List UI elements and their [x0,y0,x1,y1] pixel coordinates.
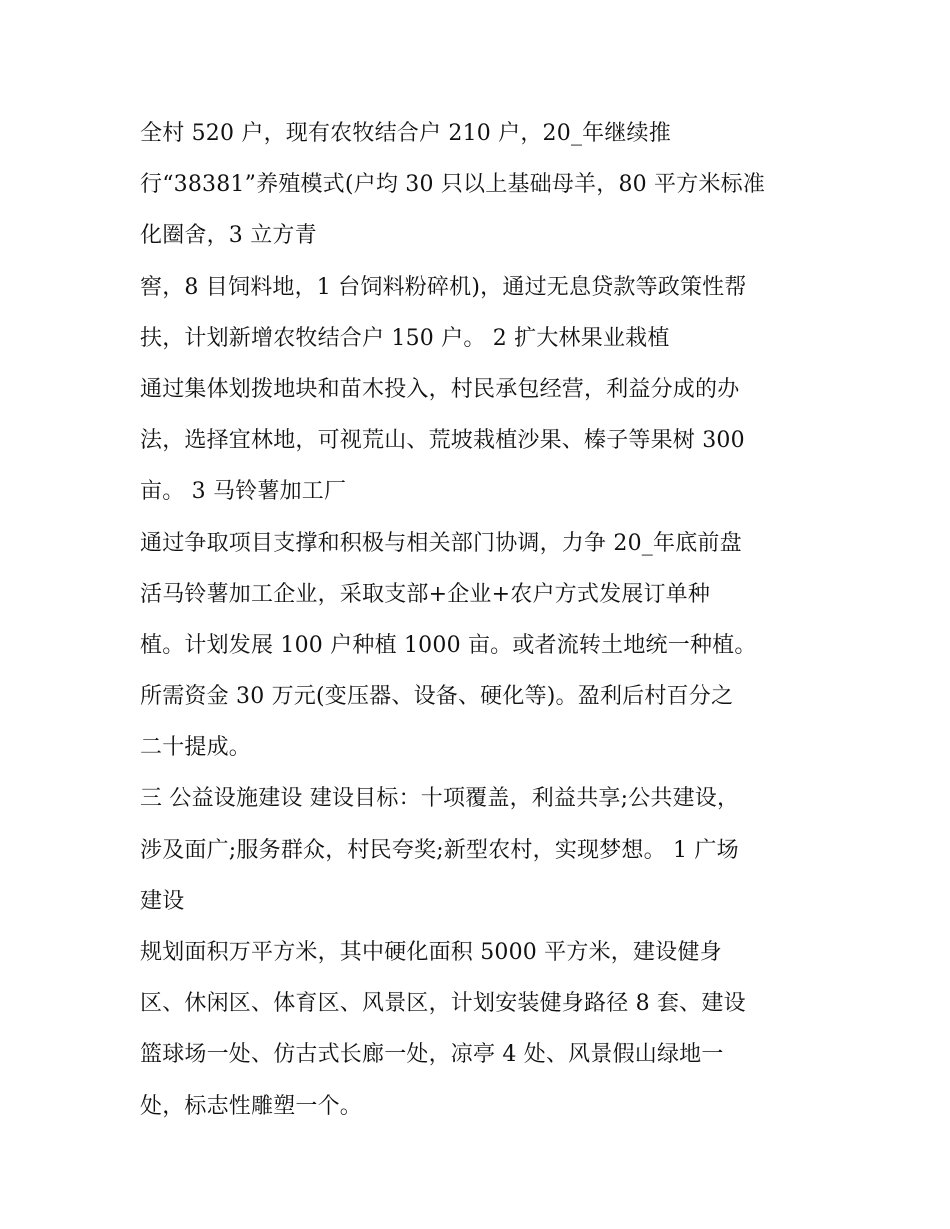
text-line: 法，选择宜林地，可视荒山、荒坡栽植沙果、榛子等果树 300 [140,428,745,454]
document-body [140,108,830,1132]
text-line: 活马铃薯加工企业，采取支部+企业+农户方式发展订单种 [140,581,711,607]
text-line: 全村 520 户，现有农牧结合户 210 户，20_年继续推 [140,121,671,146]
text-line: 行“38381”养殖模式(户均 30 只以上基础母羊，80 平方米标准 [140,172,766,198]
text-line: 涉及面广;服务群众，村民夸奖;新型农村，实现梦想。 1 广场 [140,837,739,863]
text-line: 三 公益设施建设 建设目标：十项覆盖，利益共享;公共建设， [140,786,740,812]
text-line: 篮球场一处、仿古式长廊一处，凉亭 4 处、风景假山绿地一 [140,1042,724,1068]
text-line: 扶，计划新增农牧结合户 150 户。 2 扩大林果业栽植 [140,325,670,351]
text-line: 通过集体划拨地块和苗木投入，村民承包经营，利益分成的办 [140,376,740,402]
text-line: 亩。 3 马铃薯加工厂 [140,479,347,505]
text-line: 区、休闲区、体育区、风景区，计划安装健身路径 8 套、建设 [140,991,746,1017]
text-line: 植。计划发展 100 户种植 1000 亩。或者流转土地统一种植。 [140,632,757,658]
text-line: 所需资金 30 万元(变压器、设备、硬化等)。盈利后村百分之 [140,684,734,710]
text-line: 通过争取项目支撑和积极与相关部门协调，力争 20_年底前盘 [140,530,742,556]
text-line: 窖，8 目饲料地，1 台饲料粉碎机)，通过无息贷款等政策性帮 [140,274,747,300]
text-line: 建设 [140,888,185,914]
text-line: 规划面积万平方米，其中硬化面积 5000 平方米，建设健身 [140,940,722,965]
text-line: 处，标志性雕塑一个。 [140,1093,363,1119]
text-line: 二十提成。 [140,735,252,761]
text-line: 化圈舍，3 立方青 [140,223,317,249]
